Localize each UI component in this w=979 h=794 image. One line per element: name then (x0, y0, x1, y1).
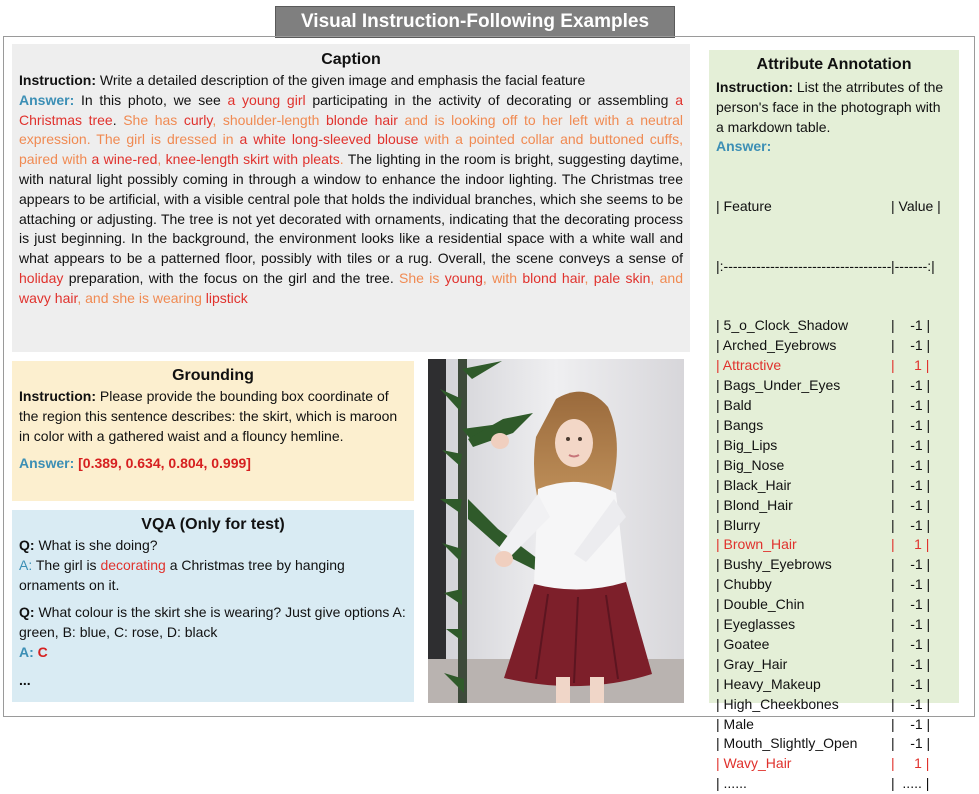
caption-answer-segment: preparation, with the focus on the girl and the tree. (63, 269, 400, 286)
feature-cell: | High_Cheekbones (716, 695, 839, 712)
value-cell: | -1 | (891, 735, 931, 752)
table-row (716, 396, 952, 416)
feature-cell: | Chubby (716, 576, 772, 593)
table-row (716, 436, 952, 456)
caption-answer-segment: wavy hair (19, 289, 78, 306)
table-row (716, 615, 952, 635)
caption-answer-segment: She has (123, 111, 184, 128)
feature-cell: | Big_Lips (716, 436, 778, 453)
feature-cell: | Attractive (716, 357, 782, 374)
caption-answer-segment: pale skin (593, 269, 651, 286)
feature-cell: | ...... (716, 775, 747, 792)
answer-label: A: (19, 643, 34, 660)
feature-cell: | 5_o_Clock_Shadow (716, 317, 849, 334)
table-row (716, 555, 952, 575)
table-row (716, 774, 952, 794)
feature-cell: | Brown_Hair (716, 536, 797, 553)
answer-text: The girl is (32, 556, 101, 573)
caption-instruction (19, 71, 683, 91)
caption-answer-segment: knee-length skirt with pleats (165, 151, 340, 168)
feature-cell: | Double_Chin (716, 596, 805, 613)
instruction-label: Instruction: (716, 79, 793, 95)
attribute-table (716, 157, 952, 794)
caption-answer-segment: young (444, 269, 483, 286)
table-row (716, 476, 952, 496)
answer-text: a Christmas tree by hanging ornaments on it. (19, 556, 345, 593)
value-cell: | -1 | (891, 416, 931, 433)
table-row (716, 655, 952, 675)
table-row (716, 516, 952, 536)
caption-answer-segment: , (157, 151, 166, 168)
caption-answer-segment: blond hair (522, 269, 585, 286)
table-row (716, 496, 952, 516)
feature-cell: | Bags_Under_Eyes (716, 377, 841, 394)
table-row (716, 595, 952, 615)
table-row (716, 456, 952, 476)
separator-feature: |:------------------------------------ (716, 257, 891, 274)
instruction-label: Instruction: (19, 388, 96, 404)
table-header (716, 197, 952, 217)
feature-cell: | Bald (716, 397, 752, 414)
table-row (716, 635, 952, 655)
value-cell: | -1 | (891, 635, 931, 652)
caption-answer-segment: holiday (19, 269, 64, 286)
answer-label: A: (19, 556, 33, 573)
attribute-instruction-text: List the atrributes of the person's face in the photograph with a markdown table. (716, 79, 944, 135)
feature-cell: | Wavy_Hair (716, 755, 792, 772)
table-row (716, 675, 952, 695)
value-cell: | -1 | (891, 576, 931, 593)
caption-answer-segment: lipstick (205, 289, 248, 306)
feature-cell: | Eyeglasses (716, 616, 796, 633)
value-cell: | -1 | (891, 675, 931, 692)
girl-decorating-tree-image (428, 359, 684, 703)
table-row (716, 416, 952, 436)
answer-choice: C (33, 643, 48, 660)
value-cell: | -1 | (891, 496, 931, 513)
grounding-panel (12, 361, 414, 501)
table-row (716, 734, 952, 754)
caption-answer-segment: with a pointed collar and buttoned cuffs, paired with (19, 131, 683, 168)
caption-answer-segment: The lighting in the room is bright, suggesting daytime, with natural light possibly coming in through a window to enhance the indoor lighting. The Christmas tree appears to be artificial, with a visible central pole that holds the individual branches, which she seems to be attaching or adjusting. The tree is not yet decorated with ornaments, indicating that the decorating process is just beginning. In the background, the environment looks like a residential space with a white wall and what appears to be a patterned floor, possibly with tiles or a rug. Overall, the scene conveys a sense of (19, 151, 684, 267)
table-row (716, 336, 952, 356)
vqa-question-1 (19, 536, 407, 556)
answer-label: Answer: (716, 138, 772, 155)
value-cell: | -1 | (891, 436, 931, 453)
separator-value: |-------:| (891, 257, 935, 274)
grounding-instruction-text: Please provide the bounding box coordinate of the region this sentence describes: the skirt, which is maroon in color with a gathered waist and a flouncy hemline. (19, 388, 398, 444)
value-cell: | ..... | (891, 775, 930, 792)
caption-answer-segment: a white long-sleeved blouse (239, 131, 419, 148)
value-cell: | 1 | (891, 357, 930, 374)
value-cell: | -1 | (891, 715, 931, 732)
feature-cell: | Arched_Eyebrows (716, 337, 837, 354)
caption-answer-segment: a Christmas tree (19, 91, 683, 128)
table-row (716, 376, 952, 396)
table-row (716, 535, 952, 555)
question-label: Q: (19, 604, 35, 621)
value-cell: | -1 | (891, 317, 931, 334)
table-row (716, 575, 952, 595)
caption-answer-segment: . (339, 151, 344, 168)
caption-answer-segment: a young girl (227, 91, 306, 108)
feature-cell: | Bangs (716, 416, 764, 433)
header-value: | Value | (891, 198, 941, 214)
feature-cell: | Bushy_Eyebrows (716, 556, 832, 573)
caption-answer-segment: participating in the activity of decorating or assembling (305, 91, 676, 108)
value-cell: | -1 | (891, 516, 931, 533)
value-cell: | 1 | (891, 755, 930, 772)
table-separator (716, 257, 952, 277)
value-cell: | -1 | (891, 476, 931, 493)
feature-cell: | Black_Hair (716, 476, 792, 493)
value-cell: | -1 | (891, 397, 931, 414)
instruction-label: Instruction: (19, 72, 96, 88)
vqa-question-2 (19, 603, 407, 643)
question-text: What is she doing? (34, 537, 158, 553)
caption-answer-segment: , with (482, 269, 523, 286)
value-cell: | -1 | (891, 456, 931, 473)
caption-instruction-text: Write a detailed description of the given image and emphasis the facial feature (96, 72, 586, 88)
vqa-heading: VQA (Only for test) (141, 516, 285, 533)
grounding-heading: Grounding (172, 367, 254, 384)
caption-answer-segment: curly (183, 111, 213, 128)
caption-answer-segment: , and she is wearing (77, 289, 206, 306)
answer-label: Answer: (19, 455, 75, 472)
value-cell: | -1 | (891, 377, 931, 394)
caption-answer-segment: , (584, 269, 594, 286)
feature-cell: | Male (716, 715, 754, 732)
feature-cell: | Blond_Hair (716, 496, 793, 513)
caption-answer-segment: , shoulder-length (212, 111, 326, 128)
caption-heading: Caption (321, 51, 381, 68)
vqa-panel (12, 510, 414, 702)
caption-answer-segment: a wine-red (91, 151, 158, 168)
feature-cell: | Gray_Hair (716, 655, 788, 672)
answer-label: Answer: (19, 91, 75, 108)
value-cell: | 1 | (891, 536, 930, 553)
table-row (716, 715, 952, 735)
vqa-answer-1 (19, 556, 407, 596)
caption-answer-segment: She is (399, 269, 445, 286)
table-row (716, 356, 952, 376)
ellipsis-text: ... (19, 671, 31, 688)
feature-cell: | Blurry (716, 516, 761, 533)
bounding-box-answer: [0.389, 0.634, 0.804, 0.999] (74, 455, 251, 472)
example-photo (428, 359, 684, 703)
feature-cell: | Goatee (716, 635, 770, 652)
caption-answer-segment: and is looking off to her left with a neutral expression. The girl is dressed in (19, 111, 684, 148)
feature-cell: | Heavy_Makeup (716, 675, 821, 692)
question-label: Q: (19, 537, 35, 553)
value-cell: | -1 | (891, 337, 931, 354)
vqa-ellipsis (19, 671, 407, 691)
value-cell: | -1 | (891, 556, 931, 573)
table-row (716, 695, 952, 715)
caption-panel (12, 44, 690, 352)
caption-answer (19, 91, 683, 309)
header-feature: | Feature (716, 198, 772, 214)
attribute-panel (709, 50, 959, 792)
caption-answer-segment: blonde hair (325, 111, 398, 128)
attribute-instruction (716, 78, 952, 137)
caption-answer-segment: . (112, 111, 124, 128)
caption-answer-segment: , and (650, 269, 683, 286)
grounding-answer (19, 454, 407, 474)
attribute-heading: Attribute Annotation (756, 56, 912, 73)
feature-cell: | Mouth_Slightly_Open (716, 735, 858, 752)
value-cell: | -1 | (891, 655, 931, 672)
value-cell: | -1 | (891, 695, 931, 712)
figure-title: Visual Instruction-Following Examples (275, 6, 675, 38)
vqa-answer-2 (19, 643, 407, 663)
value-cell: | -1 | (891, 596, 931, 613)
table-row (716, 754, 952, 774)
grounding-instruction (19, 387, 407, 446)
answer-highlight: decorating (100, 556, 166, 573)
caption-answer-segment: In this photo, we see (74, 91, 228, 108)
question-text: What colour is the skirt she is wearing? Just give options A: green, B: blue, C: rose, D: black (19, 604, 406, 641)
table-row (716, 316, 952, 336)
feature-cell: | Big_Nose (716, 456, 785, 473)
value-cell: | -1 | (891, 616, 931, 633)
